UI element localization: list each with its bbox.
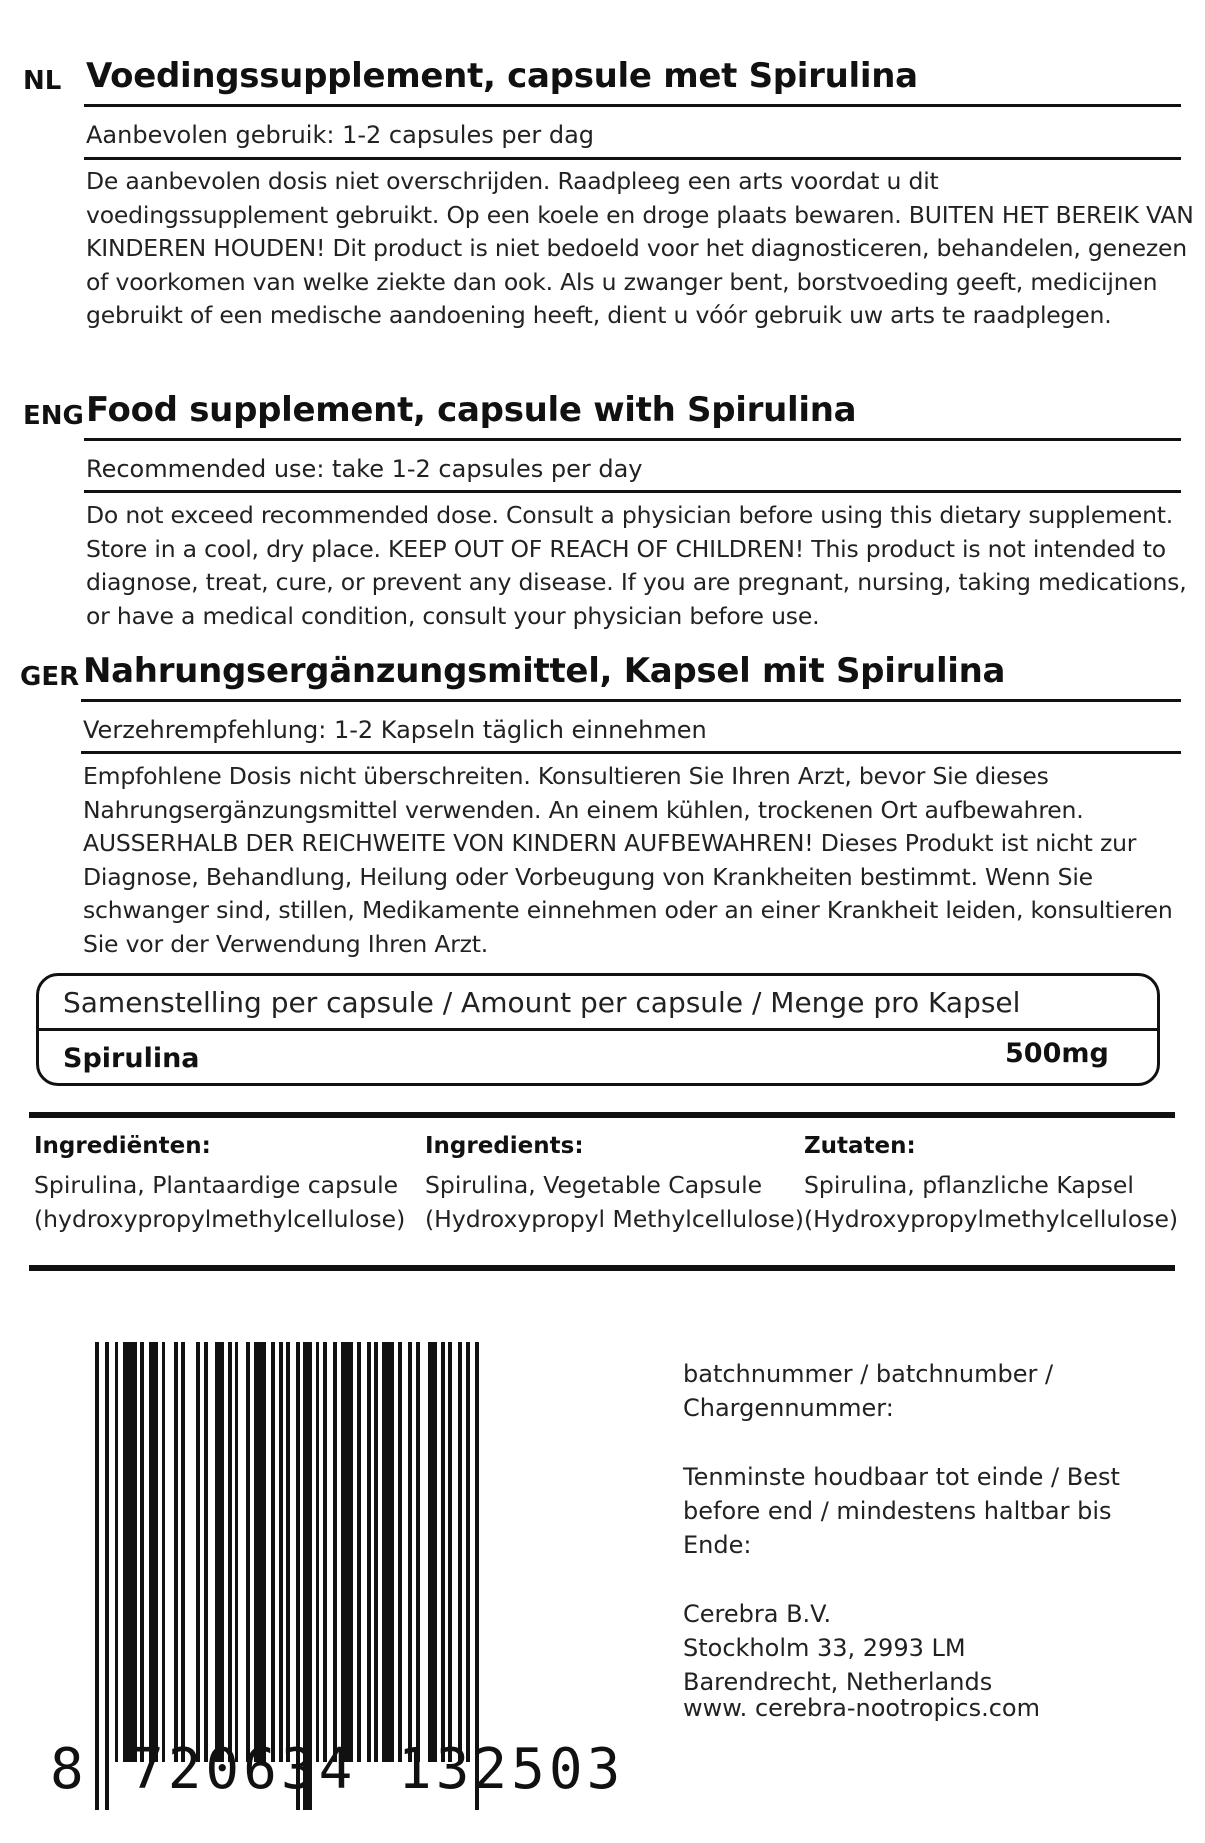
rule [81,751,1181,754]
barcode-first-digit: 8 [50,1737,84,1802]
barcode-bar [316,1342,319,1762]
text-line: before end / mindestens haltbar bis [683,1497,1112,1525]
text-line: batchnummer / batchnumber / [683,1360,1054,1388]
text-line: Empfohlene Dosis nicht überschreiten. Konsultieren Sie Ihren Arzt, bevor Sie dieses [83,762,1049,790]
text-line: Nahrungsergänzungsmittel verwenden. An einem kühlen, trockenen Ort aufbewahren. [83,795,1084,824]
text-line: Spirulina, Vegetable Capsule [425,1171,763,1199]
company-name: Cerebra B.V. [683,1600,832,1628]
barcode-bar [215,1342,224,1762]
recommended-use-eng: Recommended use: take 1-2 capsules per day [86,455,643,483]
rule [84,104,1181,107]
barcode-left-digits: 720634 [130,1737,357,1802]
rule [84,490,1181,493]
composition-amount: 500mg [1005,1038,1109,1069]
ingredients-text [34,1168,405,1236]
barcode-bar [204,1342,208,1762]
text-line: (Hydroxypropylmethylcellulose) [804,1205,1179,1233]
lang-code-nl: NL [23,66,62,96]
ingredients-text [425,1168,804,1236]
barcode-bar [408,1342,412,1762]
ingredients-heading: Zutaten: [804,1133,916,1159]
warnings-nl [86,165,1194,333]
barcode-bar [105,1342,109,1810]
barcode-bar [286,1342,290,1762]
barcode-bar [115,1342,118,1762]
lang-code-eng: ENG [23,401,84,431]
recommended-use-nl: Aanbevolen gebruik: 1-2 capsules per dag [86,121,595,149]
barcode-bar [374,1342,378,1762]
lang-code-ger: GER [20,662,80,692]
barcode-bar [123,1342,137,1762]
text-line: Sie vor der Verwendung Ihren Arzt. [83,929,489,958]
recommended-use-ger: Verzehrempfehlung: 1-2 Kapseln täglich einnehmen [83,716,707,744]
text-line: De aanbevolen dosis niet overschrijden. Raadpleeg een arts voordat u dit [86,167,939,195]
text-line: schwanger sind, stillen, Medikamente einnehmen oder an einer Krankheit leiden, konsultieren [83,896,1173,924]
barcode-bar [441,1342,445,1762]
company-address [683,1597,1040,1725]
text-line: or have a medical condition, consult your physician before use. [86,601,820,630]
text-line: (Hydroxypropyl Methylcellulose) [425,1205,804,1233]
composition-ingredient: Spirulina [63,1043,200,1074]
barcode-bar [333,1342,337,1762]
title-eng: Food supplement, capsule with Spirulina [86,390,857,430]
text-line: AUSSERHALB DER REICHWEITE VON KINDERN AUFBEWAHREN! Dieses Produkt ist nicht zur [83,829,1137,857]
text-line: Store in a cool, dry place. KEEP OUT OF REACH OF CHILDREN! This product is not intended to [86,534,1166,563]
text-line: Stockholm 33, 2993 LM [683,1634,966,1662]
batch-number [683,1357,1053,1425]
barcode-bar [271,1342,275,1762]
warnings-eng [86,499,1186,633]
barcode-bar [235,1342,238,1762]
text-line: Spirulina, Plantaardige capsule [34,1171,399,1199]
divider [39,1028,1157,1031]
ingredients-text [804,1168,1178,1236]
text-line: gebruikt of een medische aandoening heeft, dient u vóór gebruik uw arts te raadplegen. [86,301,1112,329]
text-line: Do not exceed recommended dose. Consult a physician before using this dietary supplement. [86,501,1174,529]
barcode-right-digits: 132503 [398,1737,625,1802]
text-line: Spirulina, pflanzliche Kapsel [804,1171,1134,1199]
text-line: (hydroxypropylmethylcellulose) [34,1205,406,1233]
barcode-bar [323,1342,327,1762]
best-before [683,1460,1120,1562]
text-line: Chargennummer: [683,1394,894,1422]
barcode-bar [428,1342,437,1762]
barcode-bar [367,1342,371,1762]
title-ger: Nahrungsergänzungsmittel, Kapsel mit Spirulina [83,651,1006,691]
ingredients-bottom-rule [29,1265,1175,1271]
barcode-bar [162,1342,165,1762]
barcode-bar [357,1342,361,1762]
barcode-bar [174,1342,178,1762]
text-line: voedingssupplement gebruikt. Op een koele en droge plaats bewaren. BUITEN HET BEREIK VAN [86,200,1194,229]
ingredients-ger [804,1133,1178,1236]
barcode-bar [246,1342,250,1762]
barcode-bar [254,1342,266,1762]
ingredients-heading: Ingrediënten: [34,1133,211,1159]
ingredients-eng [425,1133,804,1236]
text-line: diagnose, treat, cure, or prevent any disease. If you are pregnant, nursing, taking medications, [86,568,1187,596]
text-line: Diagnose, Behandlung, Heilung oder Vorbeugung von Krankheiten bestimmt. Wenn Sie [83,862,1093,891]
barcode-bar [196,1342,200,1762]
text-line: of voorkomen van welke ziekte dan ook. Als u zwanger bent, borstvoeding geeft, medicijnen [86,267,1158,296]
rule [81,699,1181,702]
barcode-bar [416,1342,420,1762]
barcode-bar [341,1342,353,1762]
barcode-bar [448,1342,452,1762]
barcode-bar [149,1342,158,1762]
barcode-bar [228,1342,232,1762]
warnings-ger [83,760,1173,961]
barcode-bar [279,1342,283,1762]
text-line: Ende: [683,1531,752,1559]
barcode-bar [382,1342,394,1762]
text-line: Tenminste houdbaar tot einde / Best [683,1463,1120,1491]
composition-header: Samenstelling per capsule / Amount per capsule / Menge pro Kapsel [63,986,1021,1019]
title-nl: Voedingssupplement, capsule met Spirulina [86,56,918,96]
barcode-bar [95,1342,99,1810]
rule [84,438,1181,441]
ingredients-nl [34,1133,405,1236]
barcode-bar [398,1342,402,1762]
barcode-bar [458,1342,462,1762]
text-line: KINDEREN HOUDEN! Dit product is niet bedoeld voor het diagnosticeren, behandelen, genezen [86,234,1187,262]
text-line: Barendrecht, Netherlands [683,1668,993,1696]
composition-box [36,973,1160,1086]
rule [84,157,1181,160]
barcode-bar [140,1342,144,1762]
barcode-bar [181,1342,185,1762]
ingredients-heading: Ingredients: [425,1133,584,1159]
ingredients-top-rule [29,1112,1175,1118]
barcode-bar [466,1342,470,1762]
website: www. cerebra-nootropics.com [683,1694,1040,1722]
